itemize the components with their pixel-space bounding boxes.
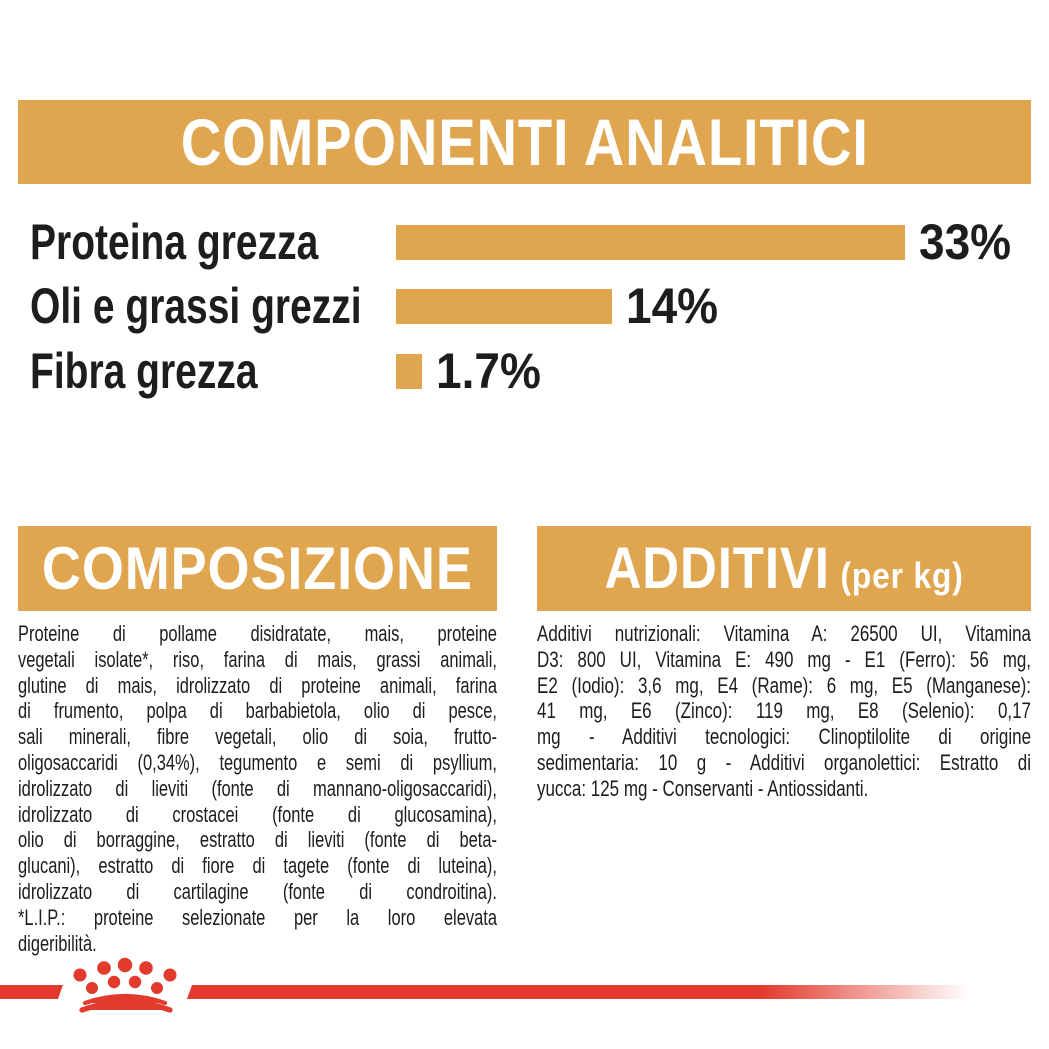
additives-banner bbox=[537, 526, 1031, 611]
chart-bar bbox=[396, 354, 422, 389]
text-line: oligosaccaridi (0,34%), tegumento e semi di psyllium, bbox=[18, 749, 497, 775]
chart-row bbox=[0, 280, 1049, 333]
text-line: D3: 800 UI, Vitamina E: 490 mg - E1 (Ferro): 56 mg, bbox=[537, 646, 1032, 672]
chart-value-label: 1.7% bbox=[436, 343, 541, 399]
crown-gems bbox=[74, 958, 177, 994]
text-line: Proteine di pollame disidratate, mais, proteine bbox=[18, 621, 497, 646]
chart-row bbox=[0, 216, 1049, 269]
text-line: glutine di mais, idrolizzato di proteine animali, farina bbox=[18, 672, 497, 698]
text-line: sedimentaria: 10 g - Additivi organolettici: Estratto di bbox=[537, 749, 1032, 775]
analytical-components-title: COMPONENTI ANALITICI bbox=[180, 105, 869, 179]
text-line: idrolizzato di lieviti (fonte di mannano-oligosaccaridi), bbox=[18, 775, 497, 801]
text-line: 41 mg, E6 (Zinco): 119 mg, E8 (Selenio): 0,17 bbox=[537, 698, 1032, 724]
text-line: idrolizzato di crostacei (fonte di glucosamina), bbox=[18, 801, 497, 827]
chart-category-label: Proteina grezza bbox=[30, 214, 319, 270]
additives-title-main: ADDITIVI bbox=[604, 536, 830, 601]
analytical-components-banner bbox=[18, 100, 1031, 184]
text-line: Additivi nutrizionali: Vitamina A: 26500 UI, Vitamina bbox=[537, 621, 1032, 646]
additives-title-suffix: (per kg) bbox=[840, 555, 964, 596]
crown-base-arcs bbox=[82, 996, 170, 1010]
red-divider-right bbox=[187, 985, 985, 999]
text-line: olio di borraggine, estratto di lieviti (fonte di beta- bbox=[18, 827, 497, 853]
text-line: glucani), estratto di fiore di tagete (fonte di luteina), bbox=[18, 853, 497, 879]
text-line: vegetali isolate*, riso, farina di mais, grassi animali, bbox=[18, 646, 497, 672]
composition-banner bbox=[18, 526, 497, 611]
text-line: digeribilità. bbox=[18, 930, 97, 956]
chart-value-label: 14% bbox=[626, 278, 719, 334]
text-line: mg - Additivi tecnologici: Clinoptilolite di origine bbox=[537, 724, 1032, 750]
additives-text bbox=[537, 621, 1031, 802]
composition-title: COMPOSIZIONE bbox=[42, 535, 473, 602]
text-line: *L.I.P.: proteine selezionate per la loro elevata bbox=[18, 904, 497, 930]
text-line: E2 (Iodio): 3,6 mg, E4 (Rame): 6 mg, E5 (Manganese): bbox=[537, 672, 1032, 698]
chart-category-label: Oli e grassi grezzi bbox=[30, 278, 362, 334]
red-divider-left bbox=[0, 985, 63, 999]
royal-canin-crown-icon bbox=[70, 957, 182, 1015]
text-line: idrolizzato di cartilagine (fonte di condroitina). bbox=[18, 878, 497, 904]
chart-bar bbox=[396, 225, 905, 260]
text-line: sali minerali, fibre vegetali, olio di soia, frutto- bbox=[18, 724, 497, 750]
text-line: di frumento, polpa di barbabietola, olio di pesce, bbox=[18, 698, 497, 724]
composition-text bbox=[18, 621, 497, 956]
chart-category-label: Fibra grezza bbox=[30, 343, 258, 399]
text-line: yucca: 125 mg - Conservanti - Antiossidanti. bbox=[537, 775, 869, 801]
chart-row bbox=[0, 345, 1049, 398]
additives-title bbox=[604, 535, 963, 602]
chart-value-label: 33% bbox=[919, 214, 1012, 270]
chart-bar bbox=[396, 289, 612, 324]
